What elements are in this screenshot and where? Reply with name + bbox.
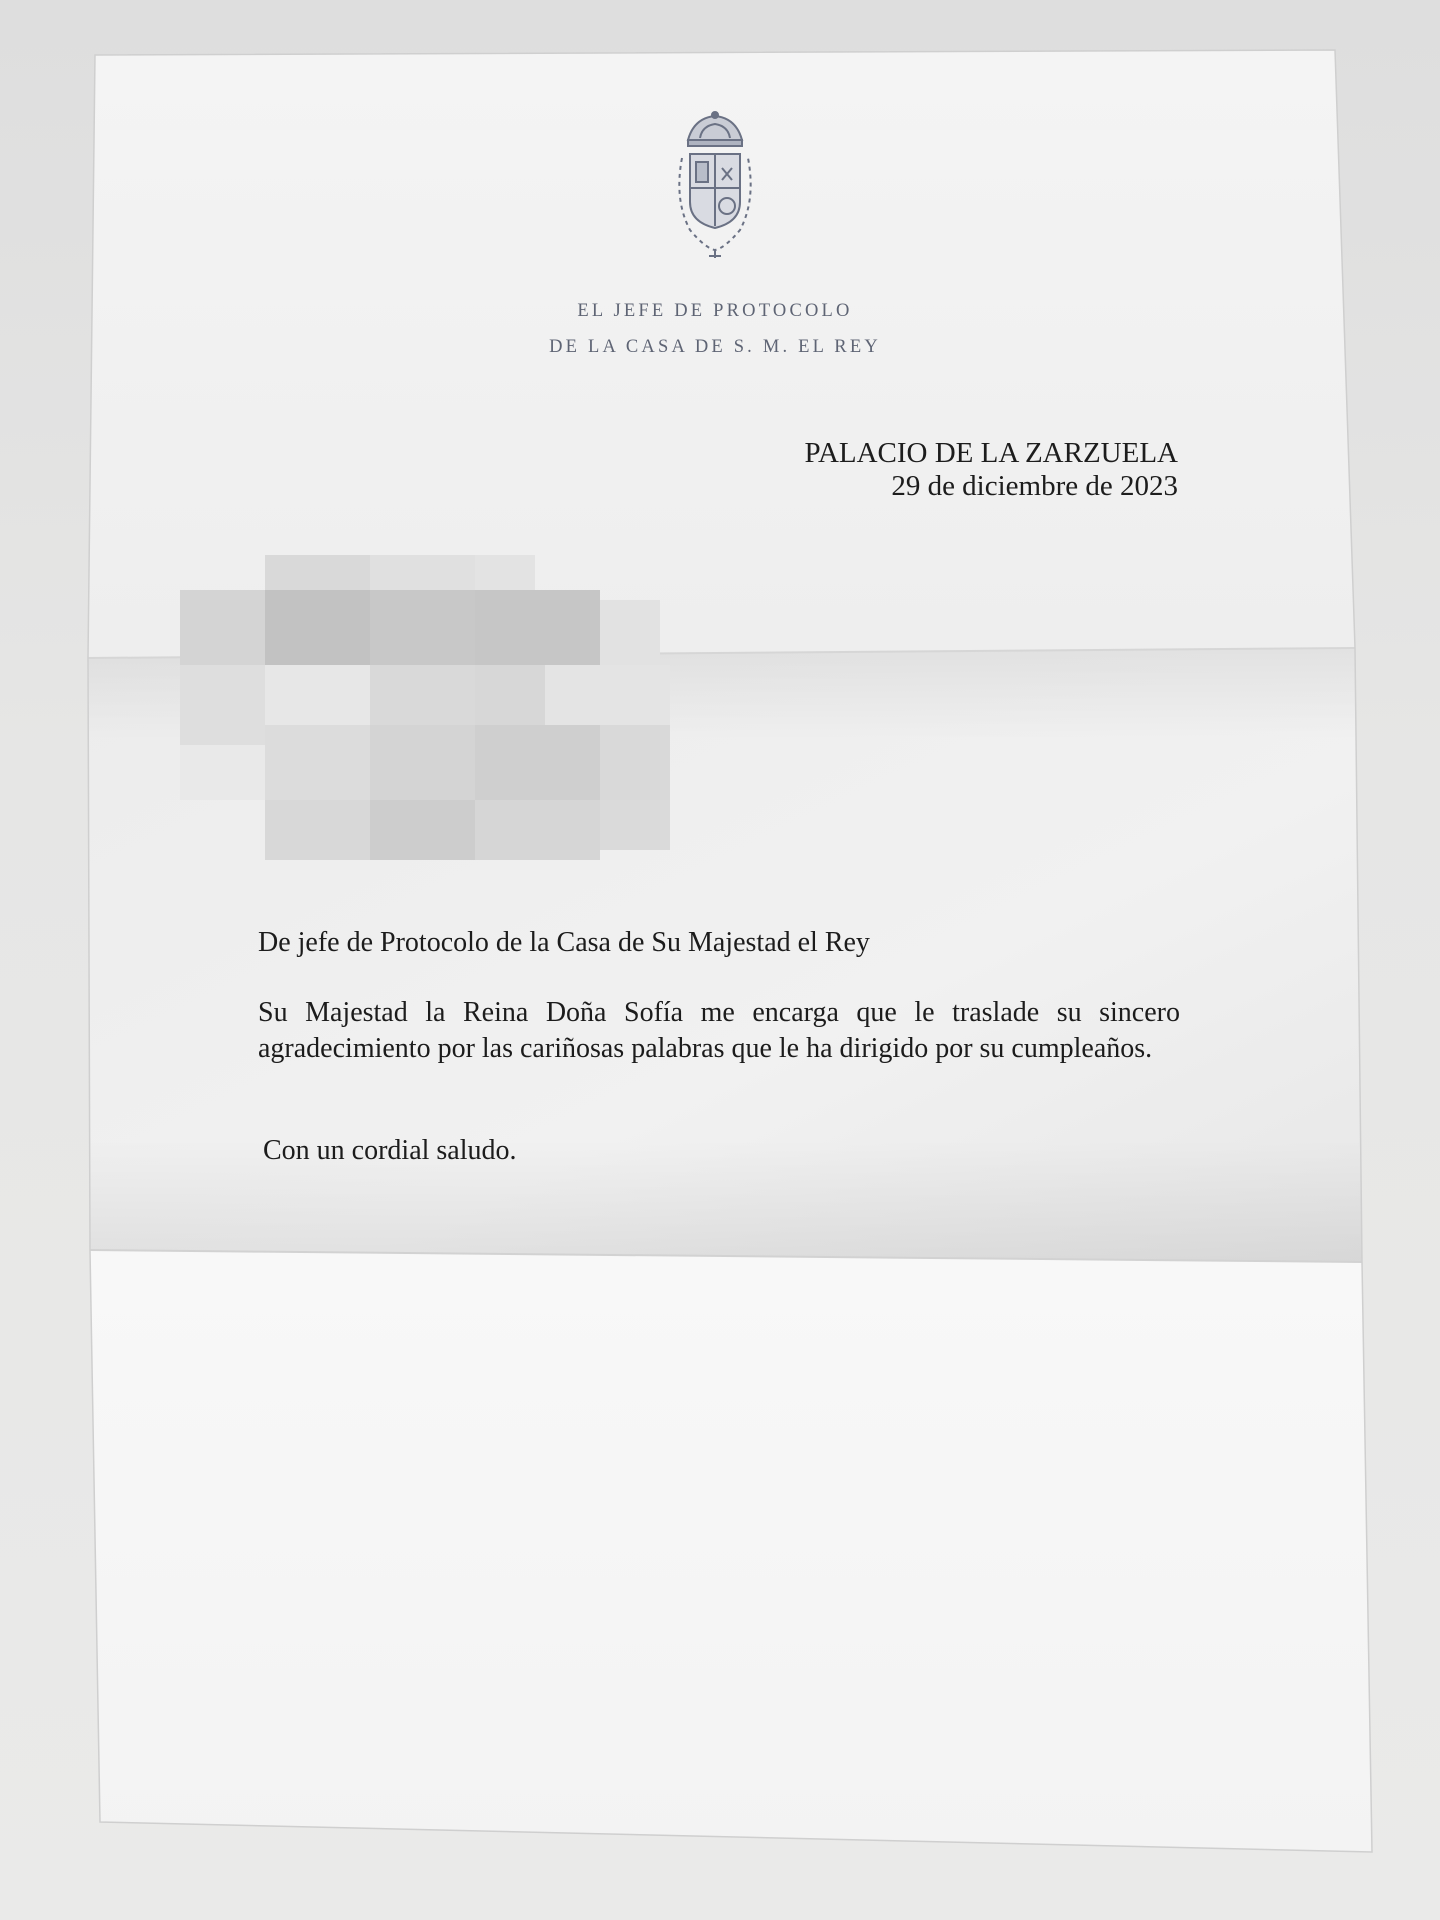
royal-coat-of-arms-icon xyxy=(660,110,770,260)
place-date-block xyxy=(804,437,1178,503)
letter-closing: Con un cordial saludo. xyxy=(263,1135,517,1166)
letterhead xyxy=(460,293,970,365)
letter-salutation: De jefe de Protocolo de la Casa de Su Majestad el Rey xyxy=(258,927,870,958)
letter-paragraph: Su Majestad la Reina Doña Sofía me encarga que le traslade su sincero agradecimiento por las cariñosas palabras que le ha dirigido por su cumpleaños. xyxy=(258,997,1180,1064)
letterhead-title: EL JEFE DE PROTOCOLO xyxy=(577,301,853,321)
redacted-address xyxy=(180,545,720,865)
date: 29 de diciembre de 2023 xyxy=(891,470,1178,502)
letterhead-subtitle: DE LA CASA DE S. M. EL REY xyxy=(549,337,881,357)
place: PALACIO DE LA ZARZUELA xyxy=(804,437,1178,469)
